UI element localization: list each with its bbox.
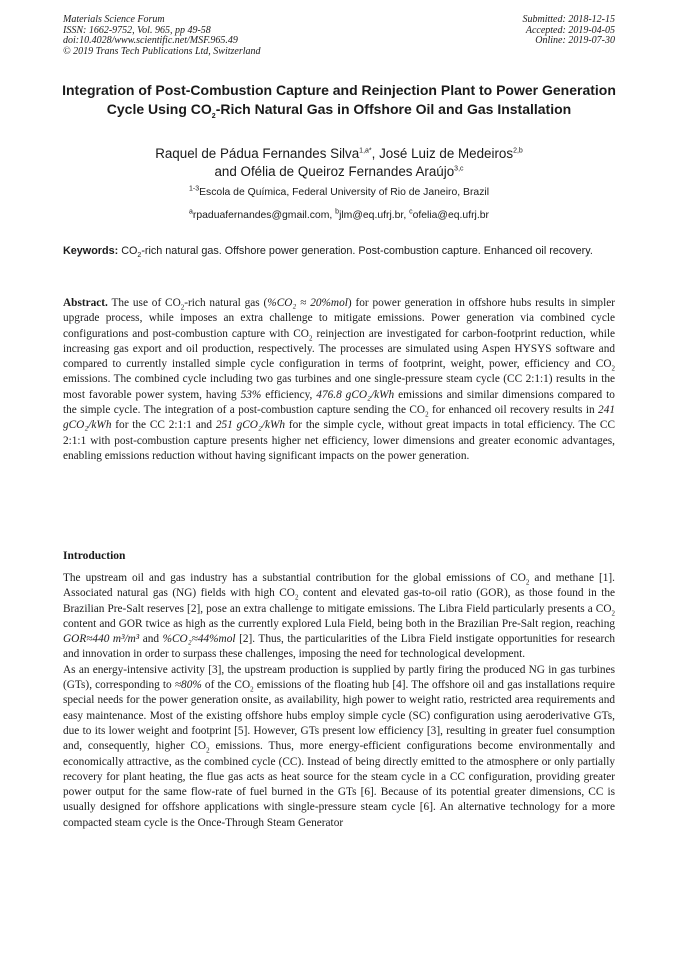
abstract-sub: 2 — [425, 410, 429, 419]
abstract-italic: 241 gCO₂/kWh — [63, 404, 615, 432]
intro-italic: GOR≈440 m³/m³ — [63, 633, 140, 646]
intro-text: [2]. Thus, the particularities of the Libra Field instigate opportunities for research and innovation in order to surpass these challenges, imposing the need for technological development. — [63, 633, 615, 661]
affiliation-sup: 1-3 — [188, 185, 200, 193]
abstract-text: emissions and similar dimensions compared to the simple cycle. The integration of a post-combustion capture sending the CO — [63, 388, 615, 417]
intro-text: emissions. Thus, more energy-efficient configurations become environmentally and economically attractive, as the combined cycle (CC). Instead of being directly emitted to the atmosphere or only partially recovery for plant heating, the flue gas acts as heat source for the steam cycle in a CC configuration, providing greater power output for the same flow-rate of fuel burned in the GTs [6]. Because of its potential greater dimensions, CC is usually designed for offshore applications with single-pressure steam cycle [6]. An alternative technology for a more compacted steam cycle is the Once-Through Steam Generator — [63, 740, 616, 829]
author-2: , José Luiz de Medeiros — [371, 146, 514, 161]
abstract-sub: 2 — [180, 303, 185, 312]
author-2-sup: 2,b — [513, 147, 523, 155]
abstract-text: The use of CO — [107, 297, 181, 309]
intro-sub: 2 — [206, 746, 210, 755]
abstract-text: for enhanced oil recovery results in — [428, 404, 599, 417]
paper-title — [50, 81, 628, 118]
abstract-sub: 2 — [308, 333, 313, 342]
journal-header — [63, 15, 261, 57]
author-3: and Ofélia de Queiroz Fernandes Araújo — [214, 164, 455, 179]
journal-issn: ISSN: 1662-9752, Vol. 965, pp 49-58 — [63, 24, 211, 36]
keywords-label: Keywords: — [63, 245, 119, 257]
intro-italic: ≈80% — [174, 679, 202, 692]
intro-paragraph-1 — [63, 571, 615, 663]
abstract-text: ) for power generation in offshore hubs results in simpler upgrade process, while imposes an extra challenge to mitigate emissions. Power generation via combined cycle configurations and post-combustion capture with CO — [63, 297, 615, 340]
abstract-text: -rich natural gas ( — [184, 297, 268, 309]
intro-text: and — [139, 633, 163, 646]
abstract-italic: 476.8 gCO₂/kWh — [316, 388, 395, 401]
intro-text: As an energy-intensive activity [3], the upstream production is supplied by partly firing the produced NG in gas turbines (GTs), corresponding to — [63, 663, 615, 692]
intro-text: of the CO — [201, 679, 251, 692]
journal-name: Materials Science Forum — [63, 14, 165, 25]
abstract-paragraph — [63, 296, 615, 464]
intro-sub: 2 — [611, 608, 615, 617]
accepted-date: Accepted: 2019-04-05 — [525, 24, 615, 36]
intro-text: content and elevated gas-to-oil ratio (GOR), as those found in the Brazilian Pre-Salt reserves [2], pose an extra challenge to mitigate emissions. The Libra Field particularly presents a CO — [63, 587, 616, 615]
intro-text: and methane [1]. Associated natural gas (NG) fields with high CO — [63, 572, 616, 600]
affiliation — [40, 186, 638, 199]
intro-text: content and GOR twice as high as the currently explored Lula Field, being both in the Brazilian Pre-Salt region, reaching — [63, 617, 615, 630]
intro-paragraph-2 — [63, 663, 615, 831]
keywords-text-2: -rich natural gas. Offshore power generation. Post-combustion capture. Enhanced oil recovery. — [141, 245, 593, 257]
email-b: jlm@eq.ufrj.br, — [339, 210, 410, 221]
journal-copyright: © 2019 Trans Tech Publications Ltd, Switzerland — [63, 45, 261, 57]
affiliation-text: Escola de Química, Federal University of Rio de Janeiro, Brazil — [199, 187, 490, 198]
intro-sub: 2 — [525, 578, 530, 587]
author-emails — [40, 209, 638, 222]
intro-text: The upstream oil and gas industry has a substantial contribution for the global emissions of CO — [63, 572, 526, 584]
keywords — [63, 245, 615, 259]
title-part-2: -Rich Natural Gas in Offshore Oil and Gas Installation — [215, 100, 572, 117]
email-c: ofelia@eq.ufrj.br — [412, 210, 489, 221]
email-c-sup: c — [409, 208, 413, 216]
author-line-2 — [40, 163, 638, 181]
abstract — [63, 296, 615, 464]
intro-sub: 2 — [250, 685, 254, 694]
email-a-sup: a — [189, 208, 193, 216]
author-list — [40, 145, 638, 181]
email-a: rpaduafernandes@gmail.com, — [192, 210, 336, 221]
keywords-text-1: CO — [118, 245, 138, 257]
submitted-date: Submitted: 2018-12-15 — [522, 14, 615, 25]
author-3-sup: 3,c — [454, 165, 464, 173]
section-heading-introduction: Introduction — [63, 550, 126, 562]
abstract-text: for the simple cycle, without great impacts in total efficiency. The CC 2:1:1 with post-combustion capture presents higher net efficiency, lower dimensions and greater economic advantages, enabling emissions reduction without having significant impacts on the power generation. — [63, 419, 615, 462]
keywords-sub: 2 — [137, 252, 142, 260]
intro-text: emissions of the floating hub [4]. The offshore oil and gas installations require special needs for the power generation onsite, as availability, high power to weight ratio, restricted area requirements and easy maintenance. Most of the existing offshore hubs employ simple cycle (SC) configuration using aeroderivative GTs, due to its lower weight and footprint [5]. However, GTs present low efficiency [3], resulting in greater fuel consumption and, consequently, higher CO — [63, 679, 615, 753]
abstract-text: efficiency, — [261, 388, 317, 401]
abstract-italic: 251 gCO₂/kWh — [215, 419, 286, 432]
abstract-italic: %CO₂ ≈ 20%mol — [267, 297, 348, 309]
dates-header — [523, 15, 616, 47]
intro-italic: %CO₂≈44%mol — [162, 633, 236, 646]
abstract-italic: 53% — [240, 388, 262, 401]
abstract-text: emissions. The combined cycle including two gas turbines and one single-pressure steam cycle (CC 2:1:1) results in the most favorable power system, having — [63, 373, 615, 401]
journal-doi: doi:10.4028/www.scientific.net/MSF.965.49 — [63, 35, 238, 47]
abstract-label: Abstract. — [63, 297, 108, 309]
introduction-body — [63, 571, 615, 831]
email-b-sup: b — [335, 208, 340, 216]
author-1: Raquel de Pádua Fernandes Silva — [155, 146, 360, 161]
title-part-1: Integration of Post-Combustion Capture and Reinjection Plant to Power Generation Cycle Using CO — [62, 82, 616, 117]
intro-sub: 2 — [294, 593, 299, 602]
author-1-sup: 1,a* — [359, 147, 372, 155]
title-subscript: 2 — [211, 112, 216, 120]
abstract-text: for the CC 2:1:1 and — [111, 419, 216, 432]
online-date: Online: 2019-07-30 — [535, 35, 615, 47]
abstract-sub: 2 — [611, 364, 615, 373]
author-line-1 — [40, 145, 638, 163]
abstract-text: reinjection are investigated for carbon-footprint reduction, while increasing gas export and oil production, respectively. The processes are simulated using Aspen HYSYS software and compared to currently installed simple cycle configuration in terms of footprint, weight, power, efficiency and CO — [63, 327, 615, 371]
